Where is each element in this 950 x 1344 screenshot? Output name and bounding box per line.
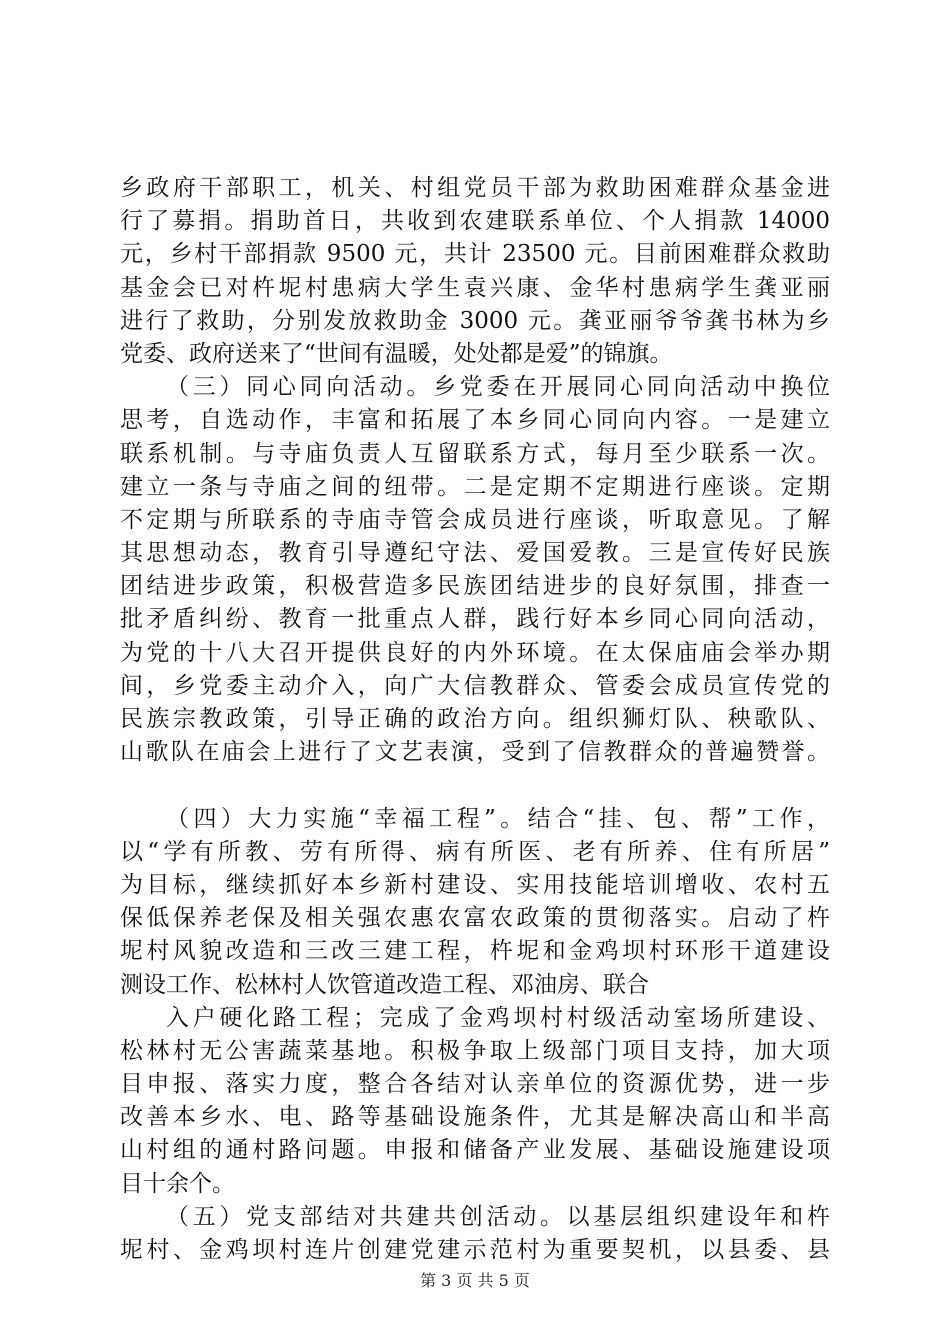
text-line: （五）党支部结对共建共创活动。以基层组织建设年和杵	[166, 1203, 830, 1230]
text-line: 基金会已对杵坭村患病大学生袁兴康、金华村患病学生龚亚丽	[120, 274, 830, 301]
text-line: 党委、政府送来了“世间有温暖，处处都是爱”的锦旗。	[120, 340, 673, 367]
page-footer: 第 3 页 共 5 页	[420, 1271, 530, 1290]
text-line: 为党的十八大召开提供良好的内外环境。在太保庙庙会举办期	[120, 639, 830, 666]
text-line: 以“学有所教、劳有所得、病有所医、老有所养、住有所居”	[120, 838, 830, 865]
text-line: 团结进步政策，积极营造多民族团结进步的良好氛围，排查一	[120, 573, 830, 600]
text-line: 不定期与所联系的寺庙寺管会成员进行座谈，听取意见。了解	[120, 506, 830, 533]
text-line: 进行了救助，分别发放救助金 3000 元。龚亚丽爷爷龚书林为乡	[120, 307, 830, 334]
paragraph-spacer	[120, 769, 830, 802]
text-line: 为目标，继续抓好本乡新村建设、实用技能培训增收、农村五	[120, 871, 830, 898]
text-line: 目十余个。	[120, 1170, 235, 1197]
document-body	[120, 172, 830, 1267]
text-line: 坭村风貌改造和三改三建工程，杵坭和金鸡坝村环形干道建设	[120, 938, 830, 965]
text-line: 民族宗教政策，引导正确的政治方向。组织狮灯队、秧歌队、	[120, 706, 830, 732]
text-line: 批矛盾纠纷、教育一批重点人群，践行好本乡同心同向活动，	[120, 606, 830, 633]
text-line: 行了募捐。捐助首日，共收到农建联系单位、个人捐款 14000	[120, 208, 830, 235]
text-line: （三）同心同向活动。乡党委在开展同心同向活动中换位	[166, 374, 830, 401]
text-line: 坭村、金鸡坝村连片创建党建示范村为重要契机，以县委、县	[120, 1237, 830, 1263]
text-line: 间，乡党委主动介入，向广大信教群众、管委会成员宣传党的	[120, 672, 830, 699]
text-line: （四）大力实施“幸福工程”。结合“挂、包、帮”工作，	[166, 805, 830, 832]
text-line: 联系机制。与寺庙负责人互留联系方式，每月至少联系一次。	[120, 440, 830, 467]
text-line: 其思想动态，教育引导遵纪守法、爱国爱教。三是宣传好民族	[120, 540, 830, 567]
text-line: 改善本乡水、电、路等基础设施条件，尤其是解决高山和半高	[120, 1104, 830, 1131]
text-line: 测设工作、松林村人饮管道改造工程、邓油房、联合	[120, 971, 649, 998]
text-line: 建立一条与寺庙之间的纽带。二是定期不定期进行座谈。定期	[120, 473, 830, 500]
text-line: 山歌队在庙会上进行了文艺表演，受到了信教群众的普遍赞誉。	[120, 739, 830, 766]
text-line: 松林村无公害蔬菜基地。积极争取上级部门项目支持，加大项	[120, 1037, 830, 1064]
text-line: 元，乡村干部捐款 9500 元，共计 23500 元。目前困难群众救助	[120, 241, 830, 268]
text-line: 入户硬化路工程；完成了金鸡坝村村级活动室场所建设、	[166, 1004, 830, 1031]
text-line: 保低保养老保及相关强农惠农富农政策的贯彻落实。启动了杵	[120, 905, 830, 932]
text-line: 乡政府干部职工，机关、村组党员干部为救助困难群众基金进	[120, 175, 830, 201]
text-line: 目申报、落实力度，整合各结对认亲单位的资源优势，进一步	[120, 1071, 830, 1098]
text-line: 山村组的通村路问题。申报和储备产业发展、基础设施建设项	[120, 1137, 830, 1164]
text-line: 思考，自选动作，丰富和拓展了本乡同心同向内容。一是建立	[120, 407, 830, 434]
